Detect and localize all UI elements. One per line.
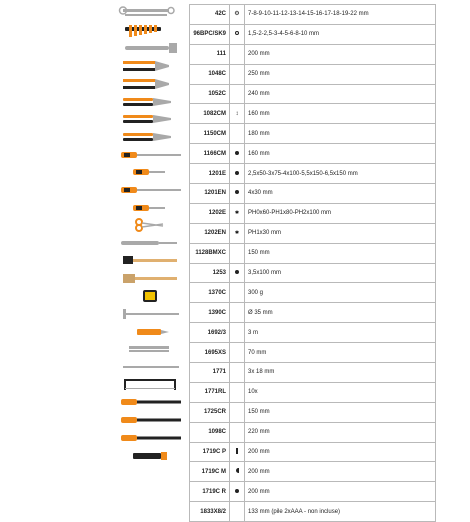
product-code: 1833X8/2 — [190, 502, 230, 522]
electrician-screwdriver-icon — [115, 165, 185, 179]
product-code: 1150CM — [190, 124, 230, 144]
profile-symbol-icon — [230, 442, 245, 462]
product-code: 1390C — [190, 303, 230, 323]
dot-symbol-icon — [235, 190, 239, 196]
product-code: 1082CM — [190, 104, 230, 124]
product-code: 1692/3 — [190, 323, 230, 343]
ring-symbol-icon — [235, 31, 239, 37]
specification: 180 mm — [245, 124, 436, 144]
combination-pliers-icon — [115, 112, 185, 126]
specification: 200 mm — [245, 442, 436, 462]
table-row — [190, 442, 436, 462]
table-row — [190, 343, 436, 363]
profile-symbol-icon — [230, 482, 245, 502]
table-row — [190, 382, 436, 402]
tool-pictures-column — [113, 4, 188, 466]
table-row — [190, 84, 436, 104]
spare-blades-icon — [115, 342, 185, 356]
product-code: 1771RL — [190, 382, 230, 402]
combination-wrench-set-icon — [115, 6, 185, 20]
phillips-screwdriver-set-icon — [115, 183, 185, 197]
long-nose-pliers-icon — [115, 130, 185, 144]
arrow-symbol-icon — [236, 111, 239, 117]
table-row — [190, 44, 436, 64]
pipe-pliers-icon — [115, 77, 185, 91]
specification: Ø 35 mm — [245, 303, 436, 323]
profile-symbol-icon — [230, 104, 245, 124]
stubby-phillips-screwdriver-icon — [115, 201, 185, 215]
hacksaw-frame-icon — [115, 378, 185, 392]
product-code: 1719C R — [190, 482, 230, 502]
hacksaw-blade-icon — [115, 360, 185, 374]
dot-symbol-icon — [235, 171, 239, 177]
specification: 2,5x50-3x75-4x100-5,5x150-6,5x150 mm — [245, 164, 436, 184]
specification: 150 mm — [245, 243, 436, 263]
product-code: 1719C M — [190, 462, 230, 482]
table-row — [190, 422, 436, 442]
specification: 160 mm — [245, 104, 436, 124]
profile-symbol-icon — [230, 363, 245, 383]
product-code: 1166CM — [190, 144, 230, 164]
specification: 70 mm — [245, 343, 436, 363]
profile-symbol-icon — [230, 44, 245, 64]
product-code: 1052C — [190, 84, 230, 104]
specification: 3 m — [245, 323, 436, 343]
specification: 200 mm — [245, 44, 436, 64]
dot-symbol-icon — [235, 151, 239, 157]
flat-file-icon — [115, 395, 185, 409]
profile-symbol-icon — [230, 323, 245, 343]
profile-symbol-icon — [230, 243, 245, 263]
product-code: 96BPC/SK9 — [190, 24, 230, 44]
product-code: 1098C — [190, 422, 230, 442]
specification: 133 mm (pile 2xAAA - non incluse) — [245, 502, 436, 522]
table-row — [190, 263, 436, 283]
product-code: 1202EN — [190, 223, 230, 243]
product-code: 1201E — [190, 164, 230, 184]
specification: 3,5x100 mm — [245, 263, 436, 283]
profile-symbol-icon — [230, 144, 245, 164]
dot-symbol-icon — [235, 489, 239, 495]
specification: 10x — [245, 382, 436, 402]
profile-symbol-icon — [230, 303, 245, 323]
profile-symbol-icon — [230, 382, 245, 402]
product-code: 1202E — [190, 203, 230, 223]
cutter-knife-icon — [115, 325, 185, 339]
specification: 220 mm — [245, 422, 436, 442]
profile-symbol-icon — [230, 343, 245, 363]
profile-symbol-icon — [230, 184, 245, 204]
profile-symbol-icon — [230, 283, 245, 303]
table-row — [190, 223, 436, 243]
specification: 1,5-2-2,5-3-4-5-6-8-10 mm — [245, 24, 436, 44]
mallet-icon — [115, 272, 185, 286]
gear-symbol-icon — [234, 11, 239, 17]
half-symbol-icon — [236, 469, 239, 475]
table-row — [190, 323, 436, 343]
hex-key-set-icon — [115, 24, 185, 38]
product-code: 1695XS — [190, 343, 230, 363]
voltage-tester-icon — [115, 236, 185, 250]
tool-spec-table — [189, 4, 436, 522]
tape-measure-icon — [115, 289, 185, 303]
specification: 200 mm — [245, 462, 436, 482]
profile-symbol-icon — [230, 502, 245, 522]
profile-symbol-icon — [230, 462, 245, 482]
product-code: 1253 — [190, 263, 230, 283]
specification: 7-8-9-10-11-12-13-14-15-16-17-18-19-22 mm — [245, 5, 436, 25]
star-symbol-icon — [235, 230, 239, 236]
half-round-file-icon — [115, 431, 185, 445]
dot-symbol-icon — [235, 270, 239, 276]
specification: 200 mm — [245, 482, 436, 502]
diagonal-cutters-icon — [115, 95, 185, 109]
table-row — [190, 184, 436, 204]
profile-symbol-icon — [230, 203, 245, 223]
table-row — [190, 104, 436, 124]
product-code: 1370C — [190, 283, 230, 303]
table-row — [190, 124, 436, 144]
table-row — [190, 203, 436, 223]
table-row — [190, 462, 436, 482]
profile-symbol-icon — [230, 223, 245, 243]
specification: 150 mm — [245, 402, 436, 422]
specification: PH0x60-PH1x80-PH2x100 mm — [245, 203, 436, 223]
product-code: 1048C — [190, 64, 230, 84]
flashlight-icon — [115, 449, 185, 463]
specification: 300 g — [245, 283, 436, 303]
profile-symbol-icon — [230, 402, 245, 422]
specification: 3x 18 mm — [245, 363, 436, 383]
profile-symbol-icon — [230, 422, 245, 442]
round-file-icon — [115, 413, 185, 427]
table-row — [190, 402, 436, 422]
product-code: 1201EN — [190, 184, 230, 204]
scissors-icon — [115, 218, 185, 232]
product-code: 111 — [190, 44, 230, 64]
specification: 250 mm — [245, 64, 436, 84]
flat-screwdriver-set-icon — [115, 148, 185, 162]
table-row — [190, 164, 436, 184]
table-row — [190, 144, 436, 164]
tool-list-sheet — [113, 4, 369, 515]
product-code: 1725CR — [190, 402, 230, 422]
profile-symbol-icon — [230, 263, 245, 283]
profile-symbol-icon — [230, 64, 245, 84]
table-row — [190, 363, 436, 383]
table-row — [190, 303, 436, 323]
product-code: 1128BMXC — [190, 243, 230, 263]
table-row — [190, 283, 436, 303]
table-row — [190, 502, 436, 522]
flat-symbol-icon — [236, 450, 238, 456]
specification: 160 mm — [245, 144, 436, 164]
product-code: 1719C P — [190, 442, 230, 462]
star-symbol-icon — [235, 210, 239, 216]
product-code: 1771 — [190, 363, 230, 383]
caliper-icon — [115, 307, 185, 321]
profile-symbol-icon — [230, 24, 245, 44]
profile-symbol-icon — [230, 5, 245, 25]
product-code: 42C — [190, 5, 230, 25]
adjustable-wrench-icon — [115, 41, 185, 55]
specification: PH1x30 mm — [245, 223, 436, 243]
profile-symbol-icon — [230, 124, 245, 144]
table-row — [190, 24, 436, 44]
table-row — [190, 243, 436, 263]
slip-joint-pliers-icon — [115, 59, 185, 73]
profile-symbol-icon — [230, 164, 245, 184]
specification: 4x30 mm — [245, 184, 436, 204]
profile-symbol-icon — [230, 84, 245, 104]
table-row — [190, 5, 436, 25]
table-row — [190, 64, 436, 84]
table-row — [190, 482, 436, 502]
hammer-icon — [115, 254, 185, 268]
specification: 240 mm — [245, 84, 436, 104]
